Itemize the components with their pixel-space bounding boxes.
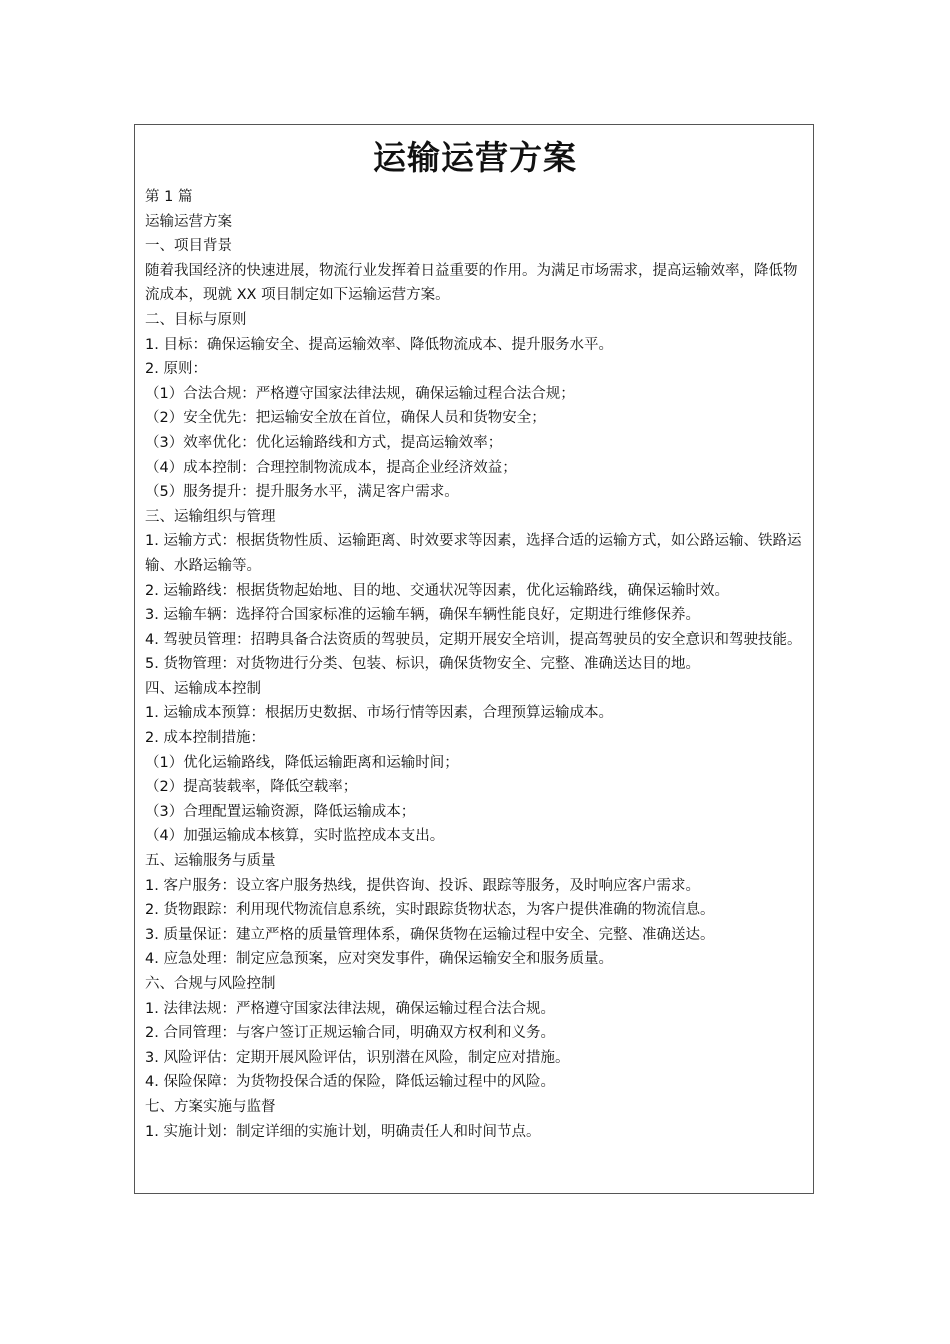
- text-line: （1）优化运输路线，降低运输距离和运输时间；: [145, 754, 459, 771]
- text-line: 3. 质量保证：建立严格的质量管理体系，确保货物在运输过程中安全、完整、准确送达。: [145, 926, 715, 943]
- text-line: 随着我国经济的快速进展，物流行业发挥着日益重要的作用。为满足市场需求，提高运输效率，降低物流成本，现就 XX 项目制定如下运输运营方案。: [145, 262, 798, 304]
- text-line: （3）效率优化：优化运输路线和方式，提高运输效率；: [145, 434, 503, 451]
- text-line: 七、方案实施与监督: [145, 1098, 276, 1115]
- text-line: 1. 运输方式：根据货物性质、运输距离、时效要求等因素，选择合适的运输方式，如公路运输、铁路运输、水路运输等。: [145, 533, 802, 574]
- text-line: 1. 运输成本预算：根据历史数据、市场行情等因素，合理预算运输成本。: [145, 705, 613, 722]
- text-line: 六、合规与风险控制: [145, 976, 276, 992]
- text-line: 一、项目背景: [145, 238, 232, 255]
- text-line: （3）合理配置运输资源，降低运输成本；: [145, 803, 416, 820]
- text-line: 4. 驾驶员管理：招聘具备合法资质的驾驶员，定期开展安全培训，提高驾驶员的安全意识和驾驶技能。: [145, 631, 802, 648]
- text-line: （2）提高装载率，降低空载率；: [145, 779, 358, 796]
- text-line: 5. 货物管理：对货物进行分类、包装、标识，确保货物安全、完整、准确送达目的地。: [145, 656, 700, 673]
- text-line: 三、运输组织与管理: [145, 508, 276, 525]
- text-line: 1. 客户服务：设立客户服务热线，提供咨询、投诉、跟踪等服务，及时响应客户需求。: [145, 877, 700, 894]
- text-line: 4. 应急处理：制定应急预案，应对突发事件，确保运输安全和服务质量。: [145, 951, 613, 968]
- text-line: （5）服务提升：提升服务水平，满足客户需求。: [145, 484, 459, 501]
- text-line: （4）成本控制：合理控制物流成本，提高企业经济效益；: [145, 459, 517, 476]
- text-line: 五、运输服务与质量: [145, 853, 276, 870]
- text-line: 2. 原则：: [145, 361, 207, 378]
- text-line: 四、运输成本控制: [145, 680, 261, 697]
- text-line: 第 1 篇: [145, 189, 193, 205]
- text-line: 运输运营方案: [145, 213, 232, 230]
- text-line: 3. 风险评估：定期开展风险评估，识别潜在风险，制定应对措施。: [145, 1049, 570, 1066]
- text-line: 2. 合同管理：与客户签订正规运输合同，明确双方权利和义务。: [145, 1025, 555, 1042]
- text-line: 二、目标与原则: [145, 311, 247, 328]
- document-frame: [134, 124, 814, 1194]
- text-line: 3. 运输车辆：选择符合国家标准的运输车辆，确保车辆性能良好，定期进行维修保养。: [145, 607, 700, 624]
- document-title: 运输运营方案: [373, 138, 577, 177]
- text-line: （4）加强运输成本核算，实时监控成本支出。: [145, 828, 445, 845]
- text-line: 2. 货物跟踪：利用现代物流信息系统，实时跟踪货物状态，为客户提供准确的物流信息。: [145, 902, 715, 919]
- text-line: 1. 实施计划：制定详细的实施计划，明确责任人和时间节点。: [145, 1123, 541, 1140]
- text-line: 1. 法律法规：严格遵守国家法律法规，确保运输过程合法合规。: [145, 1000, 555, 1017]
- text-line: 1. 目标：确保运输安全、提高运输效率、降低物流成本、提升服务水平。: [145, 336, 613, 353]
- document-body: [145, 185, 805, 1144]
- text-line: 2. 运输路线：根据货物起始地、目的地、交通状况等因素，优化运输路线，确保运输时效。: [145, 582, 729, 599]
- text-line: （2）安全优先：把运输安全放在首位，确保人员和货物安全；: [145, 410, 546, 427]
- text-line: 2. 成本控制措施：: [145, 730, 265, 747]
- text-line: 4. 保险保障：为货物投保合适的保险，降低运输过程中的风险。: [145, 1074, 555, 1091]
- text-line: （1）合法合规：严格遵守国家法律法规，确保运输过程合法合规；: [145, 385, 575, 402]
